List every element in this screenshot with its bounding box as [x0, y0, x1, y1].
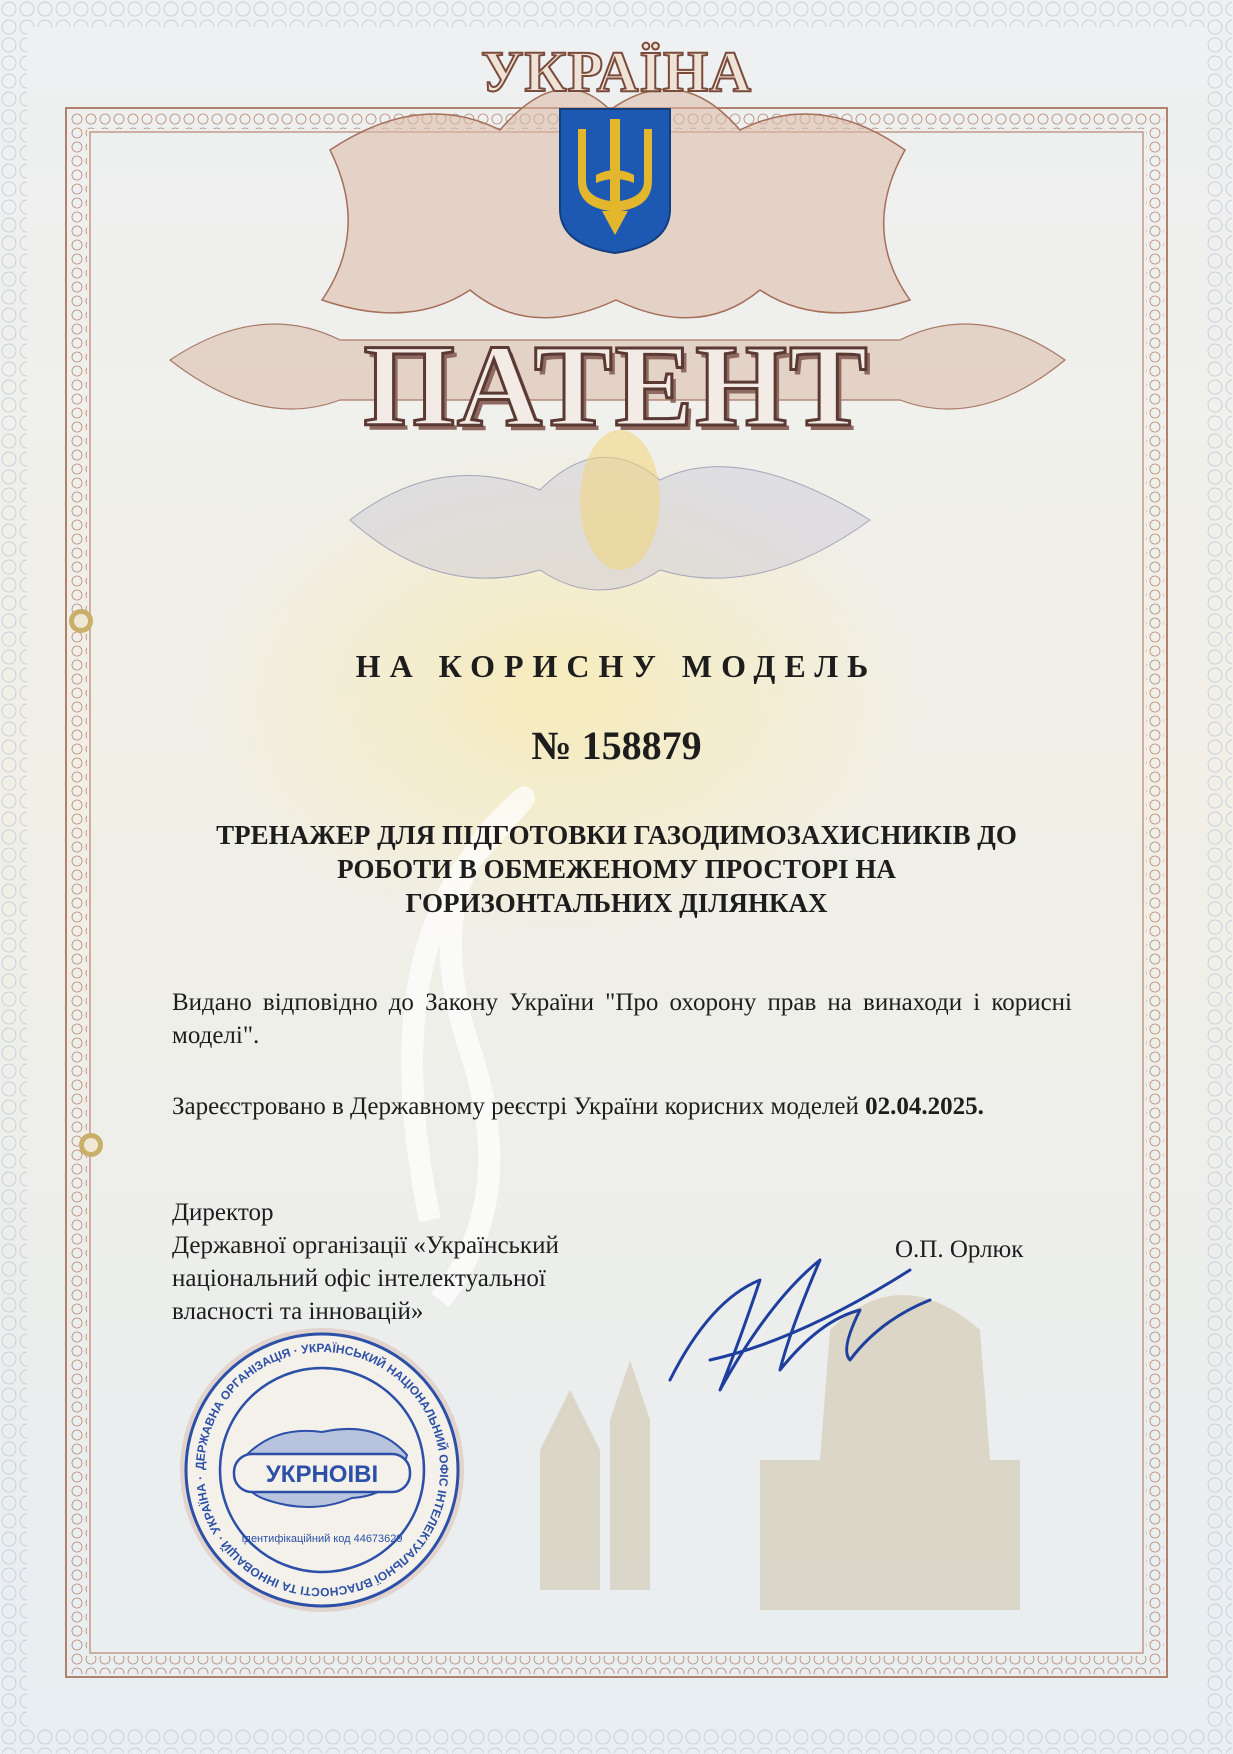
director-line: національний офіс інтелектуальної: [172, 1265, 546, 1292]
handwritten-signature: [650, 1240, 950, 1400]
director-title: [172, 1196, 692, 1328]
utility-model-name: [160, 818, 1073, 920]
patent-number: № 158879: [531, 723, 702, 768]
country-heading: УКРАЇНА: [480, 39, 753, 104]
director-line: Державної організації «Український: [172, 1232, 559, 1259]
binding-hole-upper: [66, 606, 96, 636]
issued-statement: Видано відповідно до Закону України "Про охорону прав на винаходи і корисні моделі".: [172, 989, 1072, 1049]
model-name-line: ТРЕНАЖЕР ДЛЯ ПІДГОТОВКИ ГАЗОДИМОЗАХИСНИКІВ ДО: [216, 820, 1017, 850]
director-line: Директор: [172, 1199, 274, 1226]
document-title: ПАТЕНТ: [363, 320, 870, 451]
model-name-line: ГОРИЗОНТАЛЬНИХ ДІЛЯНКАХ: [405, 888, 828, 918]
registration-statement: [172, 1090, 1072, 1123]
trident-emblem-icon: [556, 105, 674, 255]
registration-date: 02.04.2025.: [865, 1093, 984, 1120]
model-name-line: РОБОТИ В ОБМЕЖЕНОМУ ПРОСТОРІ НА: [337, 854, 896, 884]
director-line: власності та інновацій»: [172, 1298, 424, 1325]
seal-code-text: Ідентифікаційний код 44673629: [241, 1533, 403, 1545]
seal-ring-text: ДЕРЖАВНА ОРГАНІЗАЦІЯ · УКРАЇНСЬКИЙ НАЦІОНАЛЬНИЙ ОФІС ІНТЕЛЕКТУАЛЬНОЇ ВЛАСНОСТІ ТА ІННОВАЦІЙ · УКРАЇНА ·: [192, 1340, 452, 1600]
document-subtitle: НА КОРИСНУ МОДЕЛЬ: [355, 648, 878, 684]
official-seal: [172, 1320, 472, 1620]
binding-hole-lower: [76, 1130, 106, 1160]
registration-text: Зареєстровано в Державному реєстрі України корисних моделей: [172, 1093, 859, 1120]
signer-name: О.П. Орлюк: [895, 1236, 1024, 1263]
seal-center-text: УКРНОІВІ: [265, 1461, 379, 1488]
